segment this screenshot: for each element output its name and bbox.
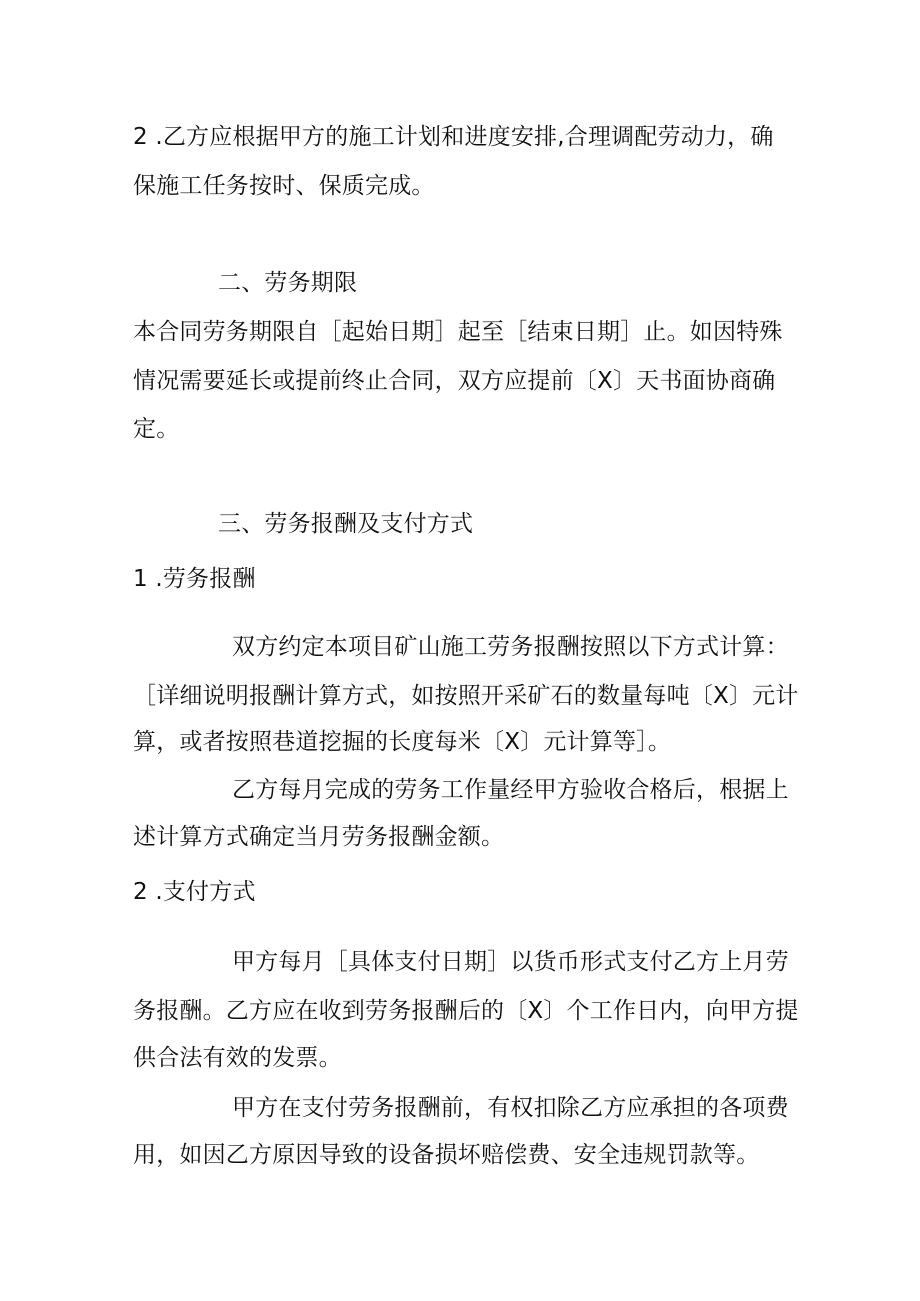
remuneration-paragraph-line-1: 双方约定本项目矿山施工劳务报酬按照以下方式计算：	[232, 634, 789, 660]
monthly-amount-paragraph-line-1: 乙方每月完成的劳务工作量经甲方验收合格后，根据上	[232, 777, 789, 803]
subsection-2-heading: 2 .支付方式	[133, 879, 256, 905]
term-paragraph-line-1: 本合同劳务期限自［起始日期］起至［结束日期］止。如因特殊	[133, 319, 783, 345]
remuneration-paragraph-line-2: ［详细说明报酬计算方式，如按照开采矿石的数量每吨〔X〕元计	[133, 683, 799, 709]
remuneration-paragraph-line-3: 算，或者按照巷道挖掘的长度每米〔X〕元计算等］。	[133, 729, 672, 755]
term-paragraph-line-3: 定。	[133, 416, 180, 442]
subsection-1-heading: 1 .劳务报酬	[133, 566, 256, 592]
payment-paragraph-line-2: 务报酬。乙方应在收到劳务报酬后的〔X〕个工作日内，向甲方提	[133, 998, 799, 1024]
section-2-heading: 二、劳务期限	[218, 270, 358, 296]
section-3-heading: 三、劳务报酬及支付方式	[218, 511, 474, 537]
deduction-paragraph-line-2: 用，如因乙方原因导致的设备损坏赔偿费、安全违规罚款等。	[133, 1142, 760, 1168]
monthly-amount-paragraph-line-2: 述计算方式确定当月劳务报酬金额。	[133, 824, 505, 850]
term-paragraph-line-2: 情况需要延长或提前终止合同，双方应提前〔X〕天书面协商确	[133, 368, 776, 394]
payment-paragraph-line-3: 供合法有效的发票。	[133, 1045, 342, 1071]
clause-2-labor-allocation-line-1: 2 .乙方应根据甲方的施工计划和进度安排,合理调配劳动力，确	[133, 124, 774, 150]
payment-paragraph-line-1: 甲方每月［具体支付日期］以货币形式支付乙方上月劳	[232, 949, 789, 975]
deduction-paragraph-line-1: 甲方在支付劳务报酬前，有权扣除乙方应承担的各项费	[232, 1095, 789, 1121]
clause-2-labor-allocation-line-2: 保施工任务按时、保质完成。	[133, 173, 435, 199]
